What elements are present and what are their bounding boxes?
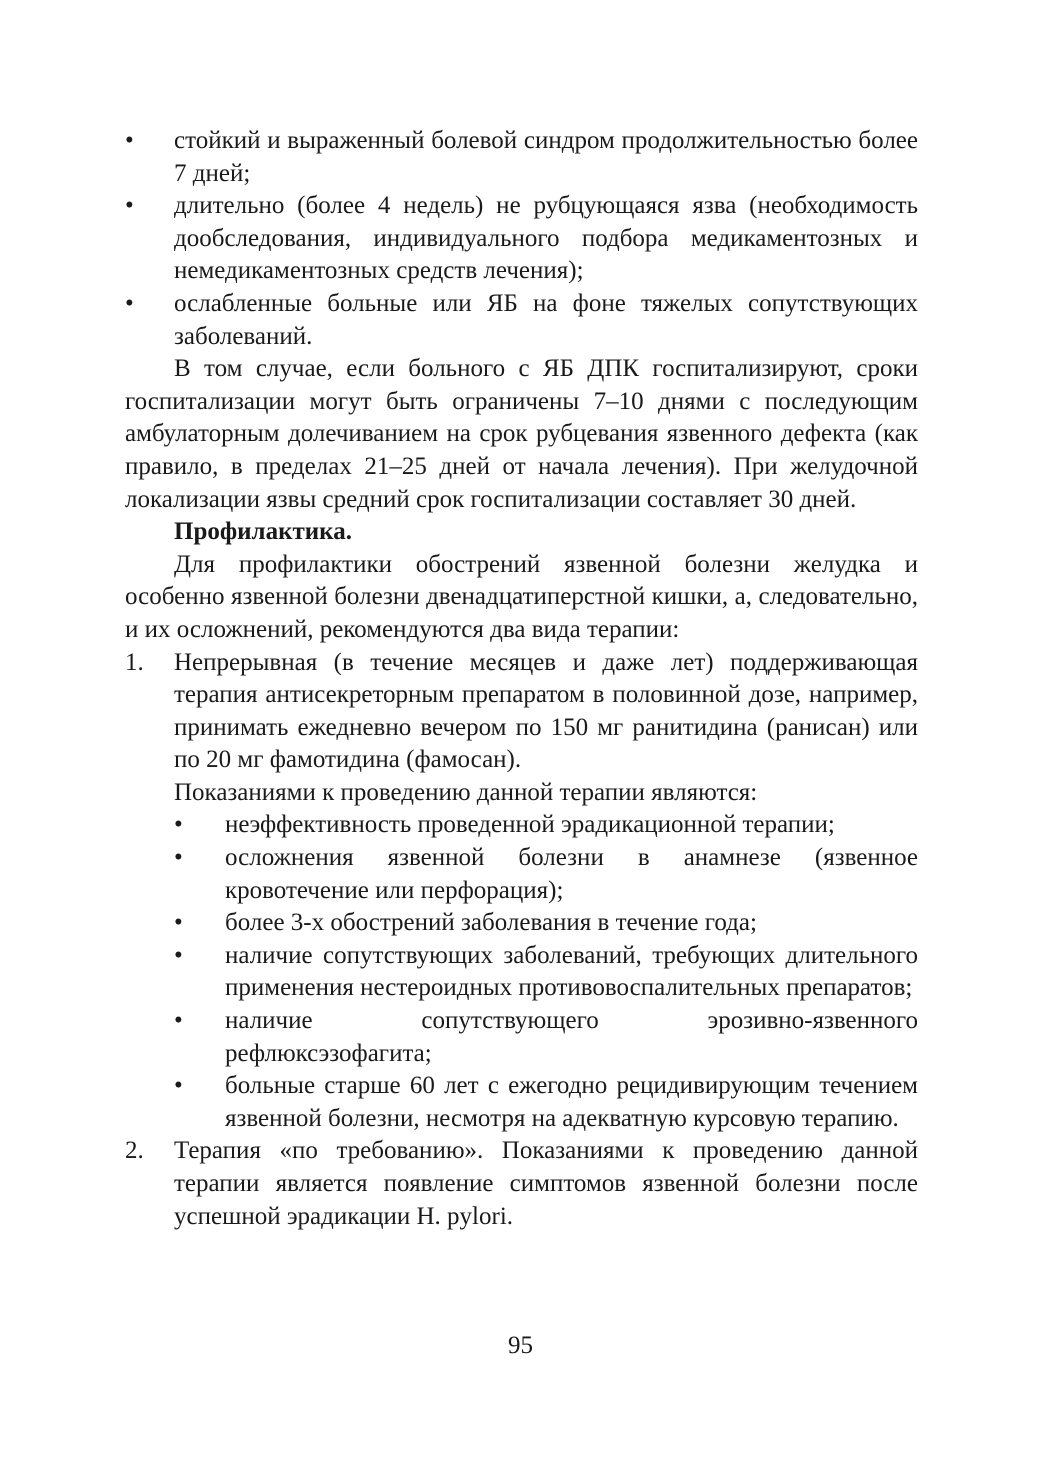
numbered-item-1 <box>125 647 918 777</box>
number-marker: 2. <box>125 1137 144 1165</box>
bullet-marker: • <box>174 1007 183 1035</box>
indication-text: наличие сопутствующего эрозивно-язвенного рефлюксэзофагита; <box>225 1007 918 1067</box>
numbered-item-2 <box>125 1135 918 1233</box>
indication-text: более 3-х обострений заболевания в течение года; <box>225 909 757 937</box>
indications-label: Показаниями к проведению данной терапии являются: <box>174 778 758 806</box>
bullet-marker: • <box>125 192 134 220</box>
list-item-text: стойкий и выраженный болевой синдром продолжительностью более 7 дней; <box>174 127 918 187</box>
indication-item <box>125 907 918 940</box>
list-item-text: ослабленные больные или ЯБ на фоне тяжелых сопутствующих заболеваний. <box>174 289 918 350</box>
indication-text: наличие сопутствующих заболеваний, требующих длительного применения нестероидных противовоспалительных препаратов; <box>225 941 918 1002</box>
list-item <box>125 125 918 190</box>
indication-item <box>125 940 918 1005</box>
page-number: 95 <box>508 1332 533 1359</box>
indication-item <box>125 1070 918 1135</box>
indication-item <box>125 809 918 842</box>
indication-item <box>125 842 918 907</box>
bullet-marker: • <box>174 909 183 937</box>
document-page <box>125 125 918 1233</box>
indication-item <box>125 1005 918 1070</box>
indication-text: осложнения язвенной болезни в анамнезе (язвенное кровотечение или перфорация); <box>225 844 918 904</box>
bullet-marker: • <box>174 941 183 969</box>
list-item <box>125 288 918 353</box>
numbered-item-text: Непрерывная (в течение месяцев и даже лет) поддерживающая терапия антисекреторным препаратом в половинной дозе, например, принимать ежедневно вечером по 150 мг ранитидина (ранисан) или по 20 мг фамотидина (фамосан). <box>174 648 918 774</box>
list-item-text: длительно (более 4 недель) не рубцующаяся язва (необходимость дообследования, индивидуального подбора медикаментозных и немедикаментозных средств лечения); <box>174 192 918 285</box>
indication-text: больные старше 60 лет с ежегодно рецидивирующим течением язвенной болезни, несмотря на адекватную курсовую терапию. <box>225 1072 918 1132</box>
numbered-item-text: Терапия «по требованию». Показаниями к проведению данной терапии является появление симптомов язвенной болезни после успешной эрадикации H. pylori. <box>174 1137 918 1230</box>
hospitalization-paragraph: В том случае, если больного с ЯБ ДПК госпитализируют, сроки госпитализации могут быть ограничены 7–10 днями с последующим амбулаторным долечиванием на срок рубцевания язвенного дефекта (как правило, в пределах 21–25 дней от начала лечения). При желудочной локализации язвы средний срок госпитализации составляет 30 дней. <box>125 355 918 513</box>
intro-paragraph: Для профилактики обострений язвенной болезни желудка и особенно язвенной болезни двенадцатиперстной кишки, а, следовательно, и их осложнений, рекомендуются два вида терапии: <box>125 550 918 643</box>
section-heading: Профилактика. <box>174 518 352 546</box>
bullet-marker: • <box>174 1072 183 1100</box>
number-marker: 1. <box>125 648 144 676</box>
bullet-marker: • <box>174 811 183 839</box>
indication-text: неэффективность проведенной эрадикационной терапии; <box>225 811 835 839</box>
bullet-marker: • <box>174 844 183 872</box>
bullet-marker: • <box>125 127 134 154</box>
list-item <box>125 190 918 288</box>
bullet-marker: • <box>125 289 134 317</box>
